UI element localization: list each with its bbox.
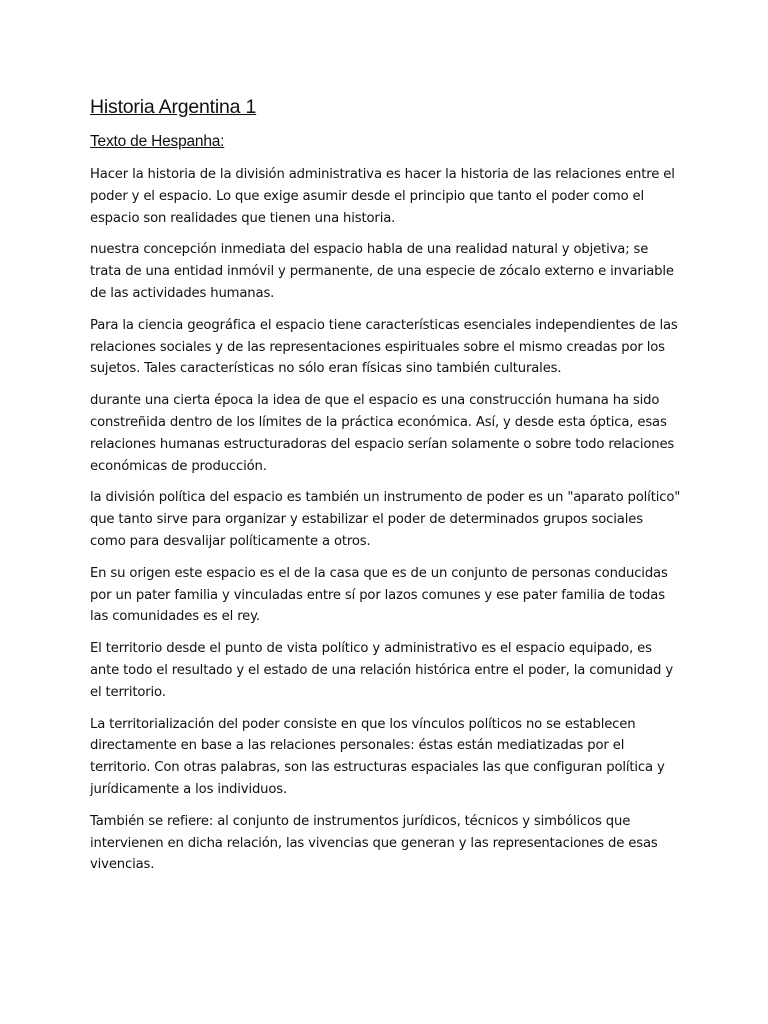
paragraph-2: nuestra concepción inmediata del espacio habla de una realidad natural y objetiva; se trata de una entidad inmóvil y permanente, de una especie de zócalo externo e invariable de las actividades humanas. xyxy=(90,242,674,301)
paragraph-1: Hacer la historia de la división administrativa es hacer la historia de las relaciones entre el poder y el espacio. Lo que exige asumir desde el principio que tanto el poder como el espacio son realidades que tienen una historia. xyxy=(90,167,675,226)
document-title: Historia Argentina 1 xyxy=(90,96,257,118)
paragraph-4: durante una cierta época la idea de que el espacio es una construcción humana ha sido constreñida dentro de los límites de la práctica económica. Así, y desde esta óptica, esas relaciones humanas estructuradoras del espacio serían solamente o sobre todo relaciones económicas de producción. xyxy=(90,393,675,474)
paragraph-9: También se refiere: al conjunto de instrumentos jurídicos, técnicos y simbólicos que intervienen en dicha relación, las vivencias que generan y las representaciones de esas vivencias. xyxy=(90,813,658,873)
paragraph-3: Para la ciencia geográfica el espacio tiene características esenciales independientes de las relaciones sociales y de las representaciones espirituales sobre el mismo creadas por los sujetos. Tales características no sólo eran físicas sino también culturales. xyxy=(90,317,678,377)
paragraph-7: El territorio desde el punto de vista político y administrativo es el espacio equipado, es ante todo el resultado y el estado de una relación histórica entre el poder, la comunidad y el territorio. xyxy=(90,641,673,700)
paragraph-5: la división política del espacio es también un instrumento de poder es un "aparato político" que tanto sirve para organizar y estabilizar el poder de determinados grupos sociales como para desvalijar políticamente a otros. xyxy=(90,490,681,549)
paragraph-8: La territorialización del poder consiste en que los vínculos políticos no se establecen directamente en base a las relaciones personales: éstas están mediatizadas por el territorio. Con otras palabras, son las estructuras espaciales las que configuran política y jurídicamente a los individuos. xyxy=(90,716,665,797)
document-page xyxy=(90,94,682,886)
paragraph-6: En su origen este espacio es el de la casa que es de un conjunto de personas conducidas por un pater familia y vinculadas entre sí por lazos comunes y ese pater familia de todas las comunidades es el rey. xyxy=(90,565,668,625)
document-subtitle: Texto de Hespanha: xyxy=(90,133,225,150)
